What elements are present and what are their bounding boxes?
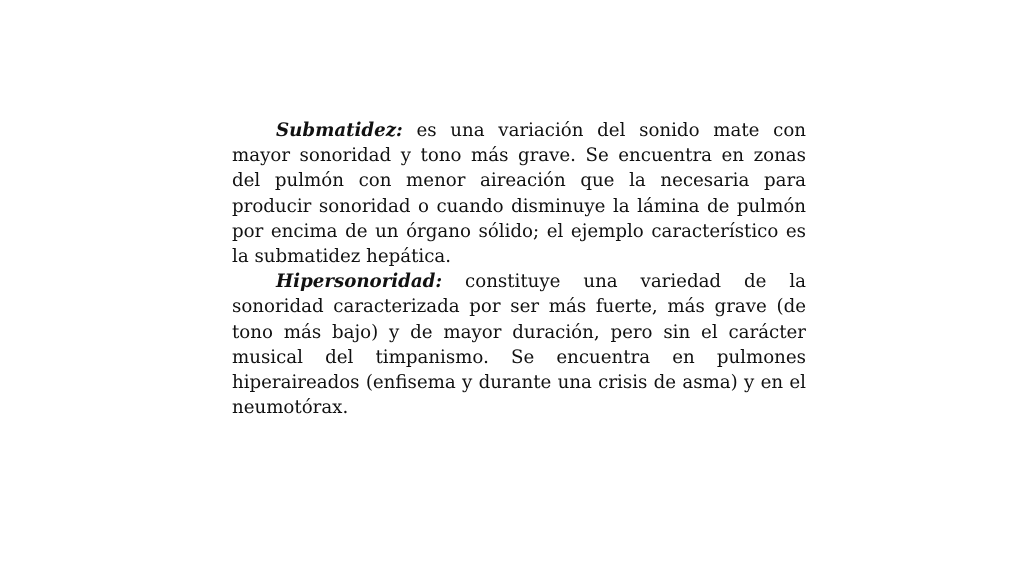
document-page: [232, 118, 806, 420]
definition-hipersonoridad: constituye una variedad de la sonoridad caracterizada por ser más fuerte, más grave (de tono más bajo) y de mayor duración, pero sin el carácter musical del timpanismo. Se encuentra en pulmones hiperaireados (enfisema y durante una crisis de asma) y en el neumotórax.: [232, 271, 806, 419]
definition-submatidez: es una variación del sonido mate con mayor sonoridad y tono más grave. Se encuentra en zonas del pulmón con menor aireación que la necesaria para producir sonoridad o cuando disminuye la lámina de pulmón por encima de un órgano sólido; el ejemplo característico es la submatidez hepática.: [232, 120, 806, 268]
term-submatidez: Submatidez:: [276, 120, 403, 141]
paragraph-submatidez: [232, 118, 806, 269]
term-hipersonoridad: Hipersonoridad:: [276, 271, 443, 293]
paragraph-hipersonoridad: [232, 269, 806, 420]
